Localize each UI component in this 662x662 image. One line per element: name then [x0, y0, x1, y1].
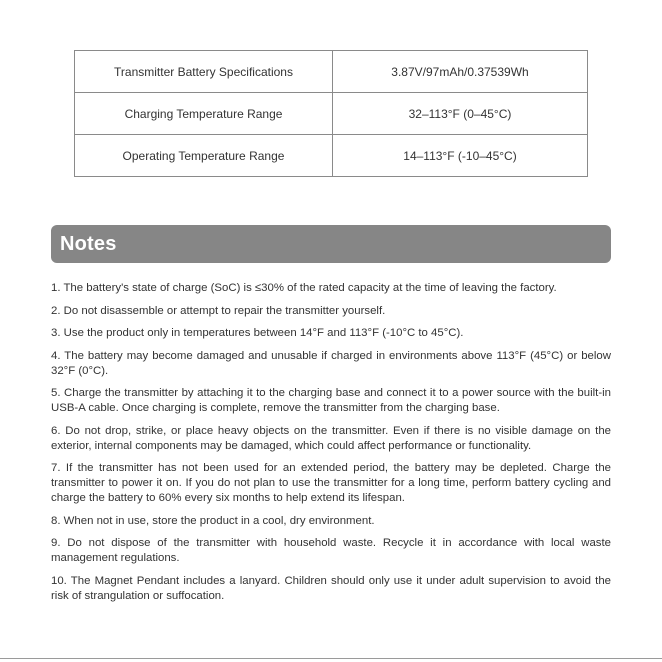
spec-label: Charging Temperature Range — [75, 93, 333, 135]
note-item: 7. If the transmitter has not been used for an extended period, the battery may be depleted. Charge the transmitter to power it on. If you do not plan to use the transmitter for a long time, perform battery cycling and charge the battery to 60% every six months to help extend its lifespan. — [51, 462, 611, 504]
note-item: 8. When not in use, store the product in a cool, dry environment. — [51, 514, 375, 527]
battery-spec-table — [74, 50, 588, 177]
table-row — [75, 93, 588, 135]
note-item: 10. The Magnet Pendant includes a lanyard. Children should only use it under adult supervision to avoid the risk of strangulation or suffocation. — [51, 574, 611, 602]
note-item: 5. Charge the transmitter by attaching it to the charging base and connect it to a power source with the built-in USB-A cable. Once charging is complete, remove the transmitter from the charging base. — [51, 387, 611, 414]
note-item: 6. Do not drop, strike, or place heavy objects on the transmitter. Even if there is no visible damage on the exterior, internal components may be damaged, which could affect performance or functionality. — [51, 424, 611, 452]
spec-label: Transmitter Battery Specifications — [75, 51, 333, 93]
note-item: 9. Do not dispose of the transmitter with household waste. Recycle it in accordance with local waste management regulations. — [51, 537, 611, 564]
spec-value: 3.87V/97mAh/0.37539Wh — [333, 51, 588, 93]
spec-value: 32–113°F (0–45°C) — [333, 93, 588, 135]
note-item: 3. Use the product only in temperatures between 14°F and 113°F (-10°C to 45°C). — [51, 327, 464, 339]
notes-list — [51, 281, 611, 611]
note-item: 2. Do not disassemble or attempt to repair the transmitter yourself. — [51, 304, 386, 317]
note-item: 4. The battery may become damaged and unusable if charged in environments above 113°F (45°C) or below 32°F (0°C). — [51, 349, 611, 377]
note-item: 1. The battery's state of charge (SoC) is ≤30% of the rated capacity at the time of leaving the factory. — [51, 282, 557, 294]
table-row — [75, 135, 588, 177]
spec-label: Operating Temperature Range — [75, 135, 333, 177]
notes-title: Notes — [60, 232, 117, 255]
table-row — [75, 51, 588, 93]
page-bottom-divider — [0, 658, 662, 659]
spec-value: 14–113°F (-10–45°C) — [333, 135, 588, 177]
notes-header-bar — [51, 225, 611, 263]
